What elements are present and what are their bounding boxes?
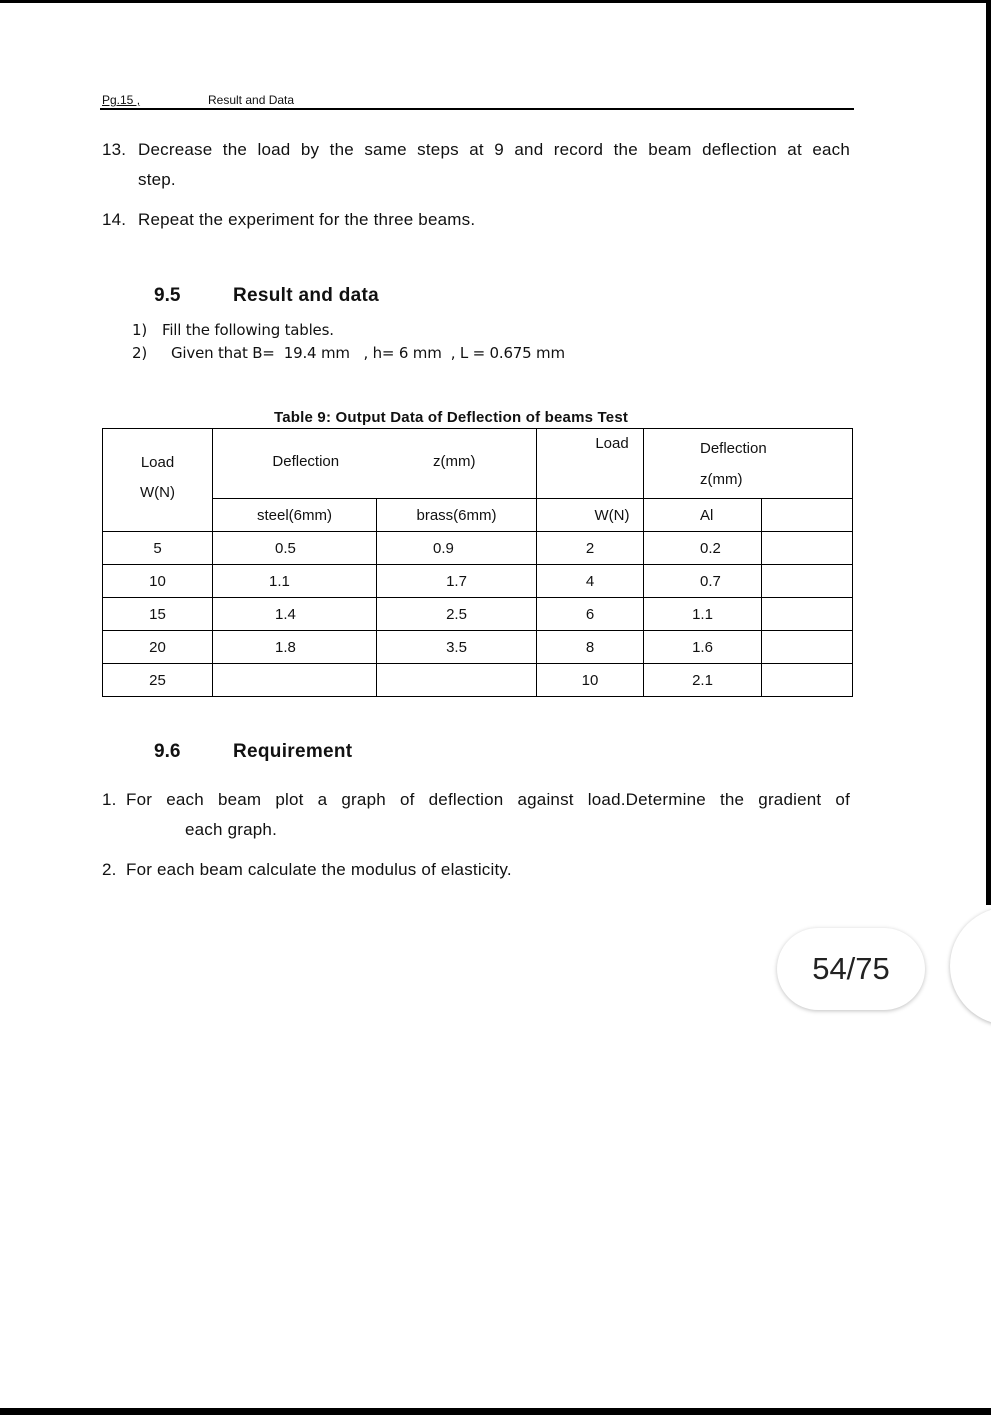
scroll-handle[interactable] (950, 907, 991, 1025)
frame-right-border (986, 0, 991, 905)
table-row (103, 532, 853, 565)
table-row (103, 565, 853, 598)
steel-cell: 1.1 (213, 565, 377, 598)
header-brass-label: brass(6mm) (416, 506, 497, 524)
requirement-2-number: 2. (102, 860, 117, 879)
step-13-text: Decrease the load by the same steps at 9 and record the beam deflection at each (138, 140, 850, 159)
header-load-unit: W(N) (140, 484, 175, 501)
table-row (103, 631, 853, 664)
header-zmm2-label: z(mm) (700, 470, 743, 488)
header-deflection2-cell (644, 429, 853, 499)
section-96-title: Requirement (233, 741, 353, 762)
brass-cell (377, 664, 537, 697)
note-2-number: 2) (132, 344, 147, 362)
requirement-2-text: For each beam calculate the modulus of elasticity. (126, 860, 512, 879)
table-header-row (103, 429, 853, 499)
table-row (103, 664, 853, 697)
header-load2-cell (537, 429, 644, 499)
step-13-number: 13. (102, 140, 127, 159)
frame-top-border (0, 0, 991, 3)
header-deflection-label: Deflection (272, 453, 340, 470)
w-cell: 2 (537, 532, 644, 565)
steel-cell (213, 664, 377, 697)
table-subheader-row (103, 499, 853, 532)
header-wn-cell (537, 499, 644, 532)
brass-cell: 3.5 (377, 631, 537, 664)
brass-cell: 2.5 (377, 598, 537, 631)
header-al-label: Al (700, 506, 714, 524)
empty-cell (762, 598, 853, 631)
step-13-text-cont: step. (138, 170, 176, 189)
requirement-1-number: 1. (102, 790, 117, 809)
steel-cell: 1.8 (213, 631, 377, 664)
header-steel-cell (213, 499, 377, 532)
table-caption: Table 9: Output Data of Deflection of beams Test (274, 409, 629, 426)
brass-cell: 0.9 (377, 532, 537, 565)
header-wn-label: W(N) (594, 506, 630, 524)
step-14-number: 14. (102, 210, 127, 229)
note-2-text: Given that B= 19.4 mm , h= 6 mm , L = 0.675 mm (171, 344, 565, 362)
page-indicator: 54/75 (777, 928, 925, 1010)
load-cell: 15 (103, 598, 213, 631)
section-95-title: Result and data (233, 285, 379, 306)
w-cell: 6 (537, 598, 644, 631)
al-cell: 0.2 (644, 532, 762, 565)
section-96-number: 9.6 (154, 741, 181, 762)
header-load2-label: Load (595, 435, 629, 452)
section-95-number: 9.5 (154, 285, 181, 306)
steel-cell: 1.4 (213, 598, 377, 631)
header-load-cell (103, 429, 213, 532)
steel-cell: 0.5 (213, 532, 377, 565)
header-page-number: Pg.15 , (102, 93, 141, 107)
load-cell: 5 (103, 532, 213, 565)
header-steel-label: steel(6mm) (256, 506, 332, 524)
header-load-label: Load (140, 454, 175, 471)
note-1-number: 1) (132, 321, 147, 339)
deflection-data-table (102, 428, 853, 697)
table-row (103, 598, 853, 631)
brass-cell: 1.7 (377, 565, 537, 598)
requirement-1-text-cont: each graph. (185, 820, 277, 839)
al-cell: 1.1 (644, 598, 762, 631)
header-al-cell (644, 499, 762, 532)
load-cell: 10 (103, 565, 213, 598)
header-zmm-cell (377, 429, 537, 499)
header-deflection2-label: Deflection (700, 439, 767, 457)
w-cell: 4 (537, 565, 644, 598)
header-brass-cell (377, 499, 537, 532)
load-cell: 20 (103, 631, 213, 664)
empty-cell (762, 532, 853, 565)
al-cell: 1.6 (644, 631, 762, 664)
requirement-1-text: For each beam plot a graph of deflection against load.Determine the gradient of (126, 790, 850, 809)
al-cell: 0.7 (644, 565, 762, 598)
empty-cell (762, 631, 853, 664)
empty-cell (762, 664, 853, 697)
empty-cell (762, 565, 853, 598)
frame-bottom-border (0, 1408, 991, 1415)
header-deflection-cell (213, 429, 377, 499)
header-divider (100, 108, 854, 110)
w-cell: 10 (537, 664, 644, 697)
load-cell: 25 (103, 664, 213, 697)
empty-cell (762, 499, 853, 532)
step-14-text: Repeat the experiment for the three beams. (138, 210, 476, 229)
al-cell: 2.1 (644, 664, 762, 697)
note-1-text: Fill the following tables. (162, 321, 334, 339)
header-section-title: Result and Data (208, 93, 295, 107)
w-cell: 8 (537, 631, 644, 664)
header-zmm-label: z(mm) (433, 453, 476, 470)
